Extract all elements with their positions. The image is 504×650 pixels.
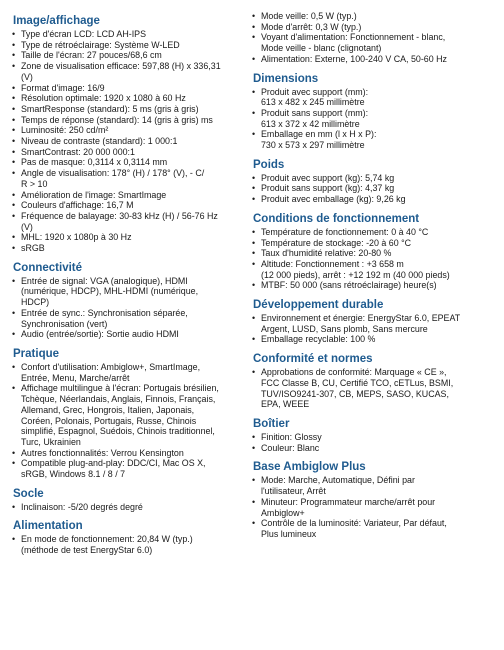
spec-item [252,334,494,345]
spec-list [12,502,244,513]
spec-item [12,458,244,479]
spec-item [12,276,244,308]
spec-list [252,87,494,151]
spec-item [12,29,244,40]
spec-line: • Taux d'humidité relative: 20-80 % [261,248,392,259]
spec-item [12,534,244,555]
spec-line: • Temps de réponse (standard): 14 (gris à gris) ms [21,114,213,125]
spec-list [252,313,494,345]
spec-line: • Finition: Glossy [261,431,322,442]
section-image-affichage [12,14,244,254]
spec-list [252,432,494,453]
section-heading: Socle [13,487,44,500]
spec-line: (méthode de test EnergyStar 6.0) [21,545,153,556]
spec-list [12,362,244,480]
spec-line: • Taille de l'écran: 27 pouces/68,6 cm [21,50,162,61]
section-power-cont [252,11,494,65]
spec-line: TUV/ISO9241-307, CB, MEPS, SASO, KUCAS, [261,388,449,399]
spec-item [252,367,494,410]
spec-list [252,367,494,410]
spec-line: • Entrée de sync.: Synchronisation séparée, [21,307,188,318]
spec-line: • Type d'écran LCD: LCD AH-IPS [21,29,147,39]
section-base-ambiglow-plus [252,460,494,539]
spec-item [252,280,494,291]
spec-line: • Mode d'arrêt: 0,3 W (typ.) [261,21,362,32]
spec-item [12,147,244,158]
spec-line: • Autres fonctionnalités: Verrou Kensington [21,447,184,458]
spec-item [12,40,244,51]
section-heading: Alimentation [13,520,83,533]
spec-line: l'utilisateur, Arrêt [261,486,326,497]
spec-item [12,362,244,383]
section-heading: Pratique [13,347,60,360]
spec-item [12,83,244,94]
spec-item [12,125,244,136]
spec-item [12,93,244,104]
spec-line: Turc, Ukrainien [21,436,81,447]
spec-list [252,475,494,539]
section-conditions-de-fonctionnement [252,212,494,291]
spec-line: Allemand, Grec, Hongrois, Italien, Japonais, [21,404,195,415]
spec-line: • Minuteur: Programmateur marche/arrêt pour [261,496,436,507]
spec-list [252,11,494,65]
right-column [252,11,494,540]
spec-line: Plus lumineux [261,528,317,539]
section-heading: Image/affichage [13,15,100,27]
spec-line: Mode veille - blanc (clignotant) [261,43,382,54]
spec-line: (12 000 pieds), arrêt : +12 192 m (40 000 pieds) [261,269,450,280]
spec-line: • Mode: Marche, Automatique, Défini par [261,475,415,486]
spec-line: FCC Classe B, CU, Certifié TCO, cETLus, BSMI, [261,377,454,388]
spec-line: HDCP) [21,297,50,308]
spec-line: • Niveau de contraste (standard): 1 000:1 [21,136,178,147]
section-dimensions [252,72,494,151]
spec-line: • Produit sans support (mm): [261,107,369,118]
spec-item [252,238,494,249]
spec-item [12,232,244,243]
spec-line: • Produit avec support (kg): 5,74 kg [261,172,395,183]
spec-item [12,200,244,211]
spec-list [252,227,494,291]
spec-line: • Type de rétroéclairage: Système W-LED [21,39,180,50]
left-column [12,14,244,556]
spec-line: • sRGB [21,243,45,254]
spec-item [252,432,494,443]
spec-list [252,173,494,205]
spec-item [252,475,494,496]
spec-item [252,129,494,150]
spec-item [252,11,494,22]
spec-item [252,248,494,259]
spec-item [252,87,494,108]
spec-item [252,259,494,280]
spec-line: Argent, LUSD, Sans plomb, Sans mercure [261,323,428,334]
spec-item [252,227,494,238]
section-alimentation [12,519,244,555]
spec-line: • Angle de visualisation: 178° (H) / 178° (V), - C/ [21,168,205,179]
section-heading: Dimensions [253,72,319,85]
spec-item [12,61,244,82]
spec-line: • Inclinaison: -5/20 degrés degré [21,501,143,512]
spec-line: • Emballage recyclable: 100 % [261,334,376,345]
spec-line: sRGB, Windows 8.1 / 8 / 7 [21,469,126,480]
spec-item [12,190,244,201]
spec-item [252,518,494,539]
spec-line: • Confort d'utilisation: Ambiglow+, SmartImage, [21,361,201,372]
spec-line: • Contrôle de la luminosité: Variateur, Par défaut, [261,518,447,529]
spec-line: • Alimentation: Externe, 100-240 V CA, 50-60 Hz [261,53,447,64]
spec-line: R > 10 [21,178,48,189]
spec-line: • Approbations de conformité: Marquage « CE », [261,367,447,378]
spec-line: 613 x 372 x 42 millimètre [261,118,360,129]
spec-line: • Produit avec emballage (kg): 9,26 kg [261,194,406,205]
spec-item [12,329,244,340]
section-boitier [252,417,494,453]
spec-line: • Format d'image: 16/9 [21,82,105,93]
spec-item [12,502,244,513]
spec-line: • Couleurs d'affichage: 16,7 M [21,200,134,211]
spec-item [252,108,494,129]
spec-line: Tchèque, Néerlandais, Anglais, Finnois, Français, [21,394,216,405]
spec-line: • Altitude: Fonctionnement : +3 658 m [261,258,404,269]
spec-line: EPA, WEEE [261,399,310,410]
spec-item [12,308,244,329]
spec-line: • MHL: 1920 x 1080p à 30 Hz [21,232,132,243]
spec-line: simplifié, Espagnol, Suédois, Chinois traditionnel, [21,426,215,437]
section-developpement-durable [252,298,494,345]
spec-line: • Environnement et énergie: EnergyStar 6.0, EPEAT [261,313,461,324]
spec-item [252,54,494,65]
spec-item [252,313,494,334]
spec-line: 613 x 482 x 245 millimètre [261,97,365,108]
section-heading: Conditions de fonctionnement [253,212,420,225]
spec-item [12,136,244,147]
section-heading: Connectivité [13,261,83,274]
spec-item [252,32,494,53]
spec-item [252,183,494,194]
spec-item [12,243,244,254]
spec-item [252,22,494,33]
spec-item [12,448,244,459]
spec-item [12,115,244,126]
spec-line: • Emballage en mm (l x H x P): [261,129,377,140]
spec-item [252,497,494,518]
spec-line: • Compatible plug-and-play: DDC/CI, Mac OS X, [21,458,206,469]
spec-list [12,534,244,555]
spec-line: (V) [21,71,33,82]
spec-item [12,211,244,232]
spec-line: • Audio (entrée/sortie): Sortie audio HDMI [21,329,179,340]
section-heading: Développement durable [253,299,384,312]
spec-line: • Zone de visualisation efficace: 597,88 (H) x 336,31 [21,61,221,72]
section-heading: Boîtier [253,417,290,430]
spec-line: • MTBF: 50 000 (sans rétroéclairage) heure(s) [261,280,437,291]
spec-line: • Température de fonctionnement: 0 à 40 °C [261,226,429,237]
spec-line: • SmartContrast: 20 000 000:1 [21,146,135,157]
spec-item [12,383,244,447]
spec-line: • Amélioration de l'image: SmartImage [21,189,167,200]
spec-line: • Affichage multilingue à l'écran: Portugais brésilien, [21,383,219,394]
spec-line: (V) [21,221,33,232]
spec-item [252,173,494,184]
spec-line: Synchronisation (vert) [21,318,108,329]
section-conformite-et-normes [252,352,494,410]
spec-line: Coréen, Polonais, Portugais, Russe, Chinois [21,415,197,426]
spec-line: • Fréquence de balayage: 30-83 kHz (H) / 56-76 Hz [21,210,218,221]
section-heading: Conformité et normes [253,353,373,366]
spec-line: • Luminosité: 250 cd/m² [21,125,109,136]
section-heading: Poids [253,158,285,171]
spec-item [252,443,494,454]
spec-item [252,194,494,205]
section-heading: Base Ambiglow Plus [253,461,366,474]
spec-line: • En mode de fonctionnement: 20,84 W (typ.) [21,534,193,545]
spec-line: 730 x 573 x 297 millimètre [261,140,365,151]
spec-item [12,157,244,168]
spec-line: • Couleur: Blanc [261,442,320,453]
spec-item [12,50,244,61]
spec-line: Ambiglow+ [261,507,305,518]
spec-line: Entrée, Menu, Marche/arrêt [21,372,130,383]
spec-list [12,29,244,254]
section-poids [252,158,494,205]
spec-line: • Produit sans support (kg): 4,37 kg [261,183,395,194]
spec-line: • Résolution optimale: 1920 x 1080 à 60 Hz [21,93,186,104]
section-pratique [12,347,244,480]
spec-list [12,276,244,340]
spec-line: • Pas de masque: 0,3114 x 0,3114 mm [21,157,168,168]
spec-line: • Entrée de signal: VGA (analogique), HDMI [21,275,188,286]
spec-line: • Température de stockage: -20 à 60 °C [261,237,412,248]
spec-item [12,168,244,189]
spec-item [12,104,244,115]
section-socle [12,487,244,513]
spec-line: • Voyant d'alimentation: Fonctionnement - blanc, [261,32,446,43]
spec-line: (numérique, HDCP), MHL-HDMI (numérique, [21,286,199,297]
spec-line: • Mode veille: 0,5 W (typ.) [261,11,357,21]
section-connectivite [12,261,244,340]
spec-line: • Produit avec support (mm): [261,86,369,97]
spec-line: • SmartResponse (standard): 5 ms (gris à gris) [21,103,199,114]
